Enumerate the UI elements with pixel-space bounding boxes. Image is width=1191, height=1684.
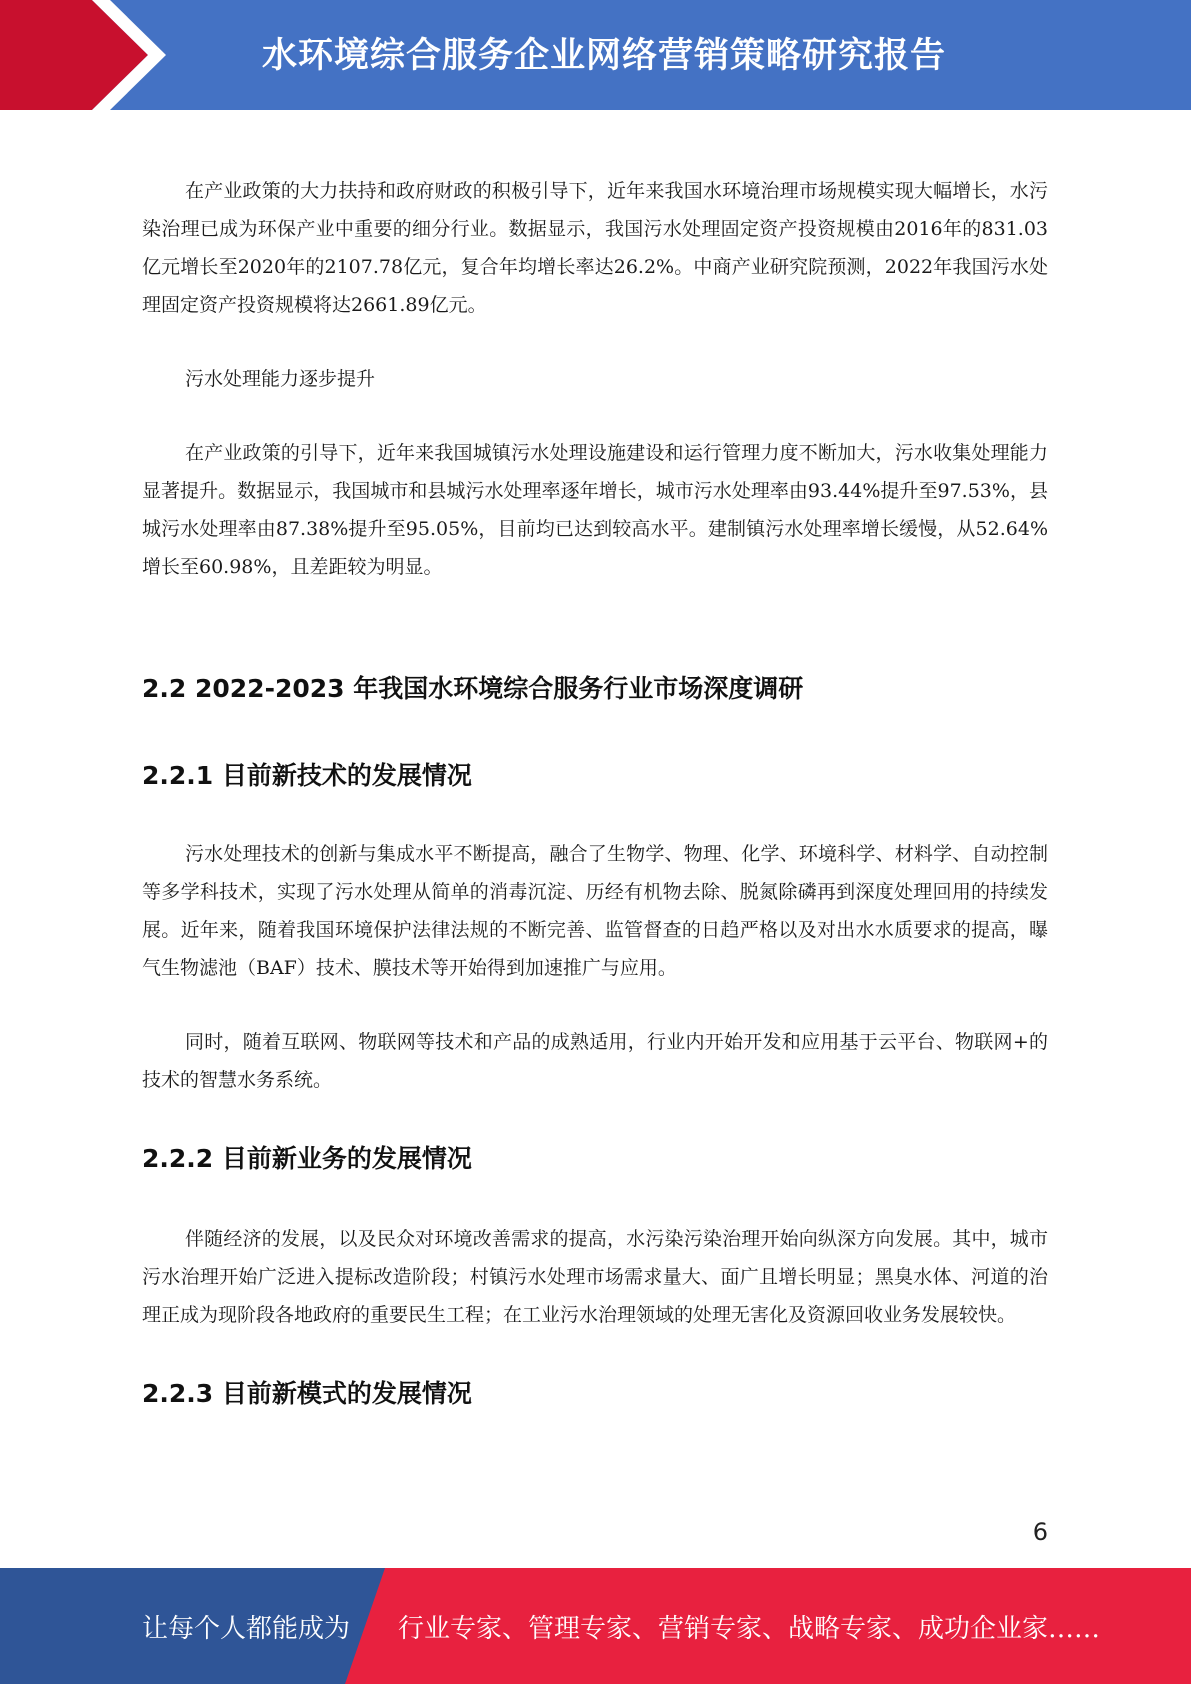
section-heading-2-2-3: 2.2.3 目前新模式的发展情况 [142, 1379, 472, 1408]
page-header [0, 0, 1191, 110]
footer-slogan-right: 行业专家、管理专家、营销专家、战略专家、成功企业家…… [398, 1614, 1101, 1644]
section-heading-2-2: 2.2 2022-2023 年我国水环境综合服务行业市场深度调研 [142, 674, 804, 703]
report-title: 水环境综合服务企业网络营销策略研究报告 [262, 36, 947, 76]
paragraph-smart-water: 同时，随着互联网、物联网等技术和产品的成熟适用，行业内开始开发和应用基于云平台、物联网+的技术的智慧水务系统。 [142, 1031, 1048, 1091]
page-number: 6 [1032, 1518, 1048, 1546]
subheading-treatment-capacity: 污水处理能力逐步提升 [185, 368, 376, 390]
paragraph-treatment-rate: 在产业政策的引导下，近年来我国城镇污水处理设施建设和运行管理力度不断加大，污水收集处理能力显著提升。数据显示，我国城市和县城污水处理率逐年增长，城市污水处理率由93.44%提升至97.53%，县城污水处理率由87.38%提升至95.05%，目前均已达到较高水平。建制镇污水处理率增长缓慢，从52.64%增长至60.98%，且差距较为明显。 [142, 442, 1048, 578]
main-content [142, 172, 1048, 1410]
paragraph-new-business: 伴随经济的发展，以及民众对环境改善需求的提高，水污染污染治理开始向纵深方向发展。其中，城市污水治理开始广泛进入提标改造阶段；村镇污水处理市场需求量大、面广且增长明显；黑臭水体、河道的治理正成为现阶段各地政府的重要民生工程；在工业污水治理领域的处理无害化及资源回收业务发展较快。 [142, 1228, 1048, 1326]
footer-slogan-left: 让每个人都能成为 [142, 1614, 351, 1644]
section-heading-2-2-1: 2.2.1 目前新技术的发展情况 [142, 761, 472, 790]
paragraph-new-technology: 污水处理技术的创新与集成水平不断提高，融合了生物学、物理、化学、环境科学、材料学、自动控制等多学科技术，实现了污水处理从简单的消毒沉淀、历经有机物去除、脱氮除磷再到深度处理回用的持续发展。近年来，随着我国环境保护法律法规的不断完善、监管督查的日趋严格以及对出水水质要求的提高，曝气生物滤池（BAF）技术、膜技术等开始得到加速推广与应用。 [142, 843, 1048, 979]
page-footer [0, 1568, 1191, 1684]
paragraph-investment: 在产业政策的大力扶持和政府财政的积极引导下，近年来我国水环境治理市场规模实现大幅增长，水污染治理已成为环保产业中重要的细分行业。数据显示，我国污水处理固定资产投资规模由2016年的831.03亿元增长至2020年的2107.78亿元，复合年均增长率达26.2%。中商产业研究院预测，2022年我国污水处理固定资产投资规模将达2661.89亿元。 [142, 180, 1048, 316]
section-heading-2-2-2: 2.2.2 目前新业务的发展情况 [142, 1144, 472, 1173]
